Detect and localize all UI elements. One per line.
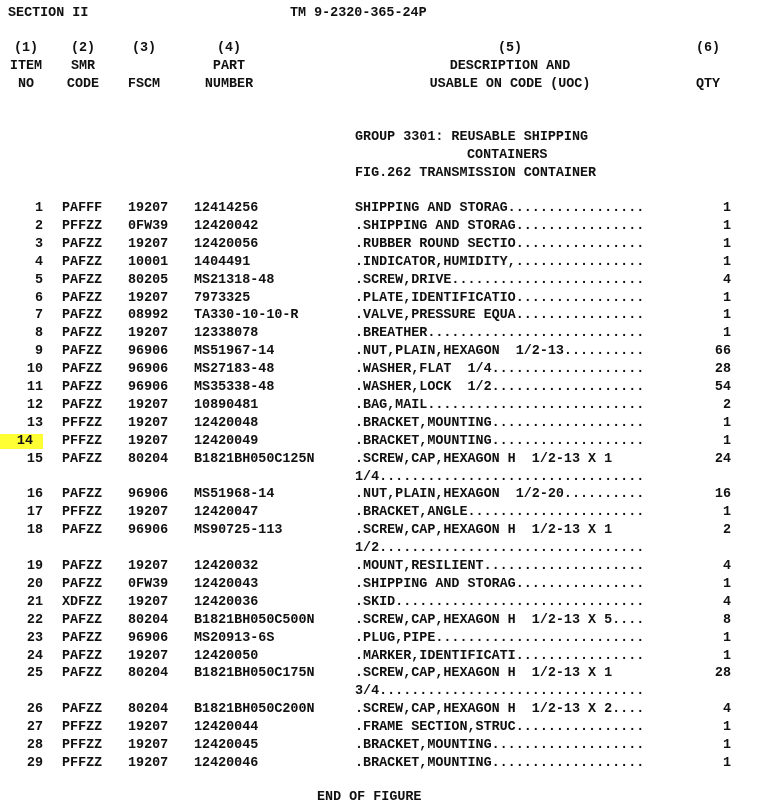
part-number: 12420049 <box>194 433 259 449</box>
table-row <box>0 201 778 219</box>
fscm-code: 19207 <box>128 648 169 664</box>
col5-num: (5) <box>497 41 523 56</box>
description: SHIPPING AND STORAG................. <box>355 201 645 216</box>
smr-code: PAFZZ <box>62 666 103 682</box>
item-number: 29 <box>26 755 43 771</box>
smr-code: PAFZZ <box>62 451 103 467</box>
smr-code: PFFZZ <box>62 433 103 449</box>
quantity: 1 <box>722 415 731 431</box>
part-number: MS90725-113 <box>194 523 283 539</box>
fscm-code: 19207 <box>128 415 169 431</box>
item-number: 25 <box>26 666 43 682</box>
description: .SHIPPING AND STORAG................ <box>355 218 645 234</box>
part-number: TA330-10-10-R <box>194 308 299 324</box>
smr-code: PFFZZ <box>62 218 103 234</box>
table-row <box>0 362 778 380</box>
col4-line2: NUMBER <box>204 77 254 92</box>
col5-line2: USABLE ON CODE (UOC) <box>429 77 591 92</box>
item-number: 5 <box>34 272 43 288</box>
fscm-code: 19207 <box>128 290 169 306</box>
col2-num: (2) <box>70 41 96 56</box>
col6-line2: QTY <box>695 77 721 92</box>
fscm-code: 80204 <box>128 612 169 628</box>
table-row <box>0 577 778 595</box>
fscm-code: 96906 <box>128 630 169 646</box>
part-number: 12420045 <box>194 738 259 753</box>
smr-code: PAFZZ <box>62 487 103 503</box>
part-number: 12420056 <box>194 236 259 252</box>
smr-code: PAFZZ <box>62 612 103 628</box>
fscm-code: 19207 <box>128 594 169 610</box>
smr-code: PAFZZ <box>62 362 103 378</box>
table-row <box>0 344 778 362</box>
part-number: 12420048 <box>194 415 259 431</box>
table-row <box>0 308 778 326</box>
item-number: 28 <box>26 738 43 753</box>
item-number: 23 <box>26 630 43 646</box>
smr-code: XDFZZ <box>62 594 103 610</box>
smr-code: PAFZZ <box>62 702 103 718</box>
item-number: 21 <box>26 594 43 610</box>
fscm-code: 19207 <box>128 720 169 736</box>
quantity: 1 <box>722 755 731 771</box>
smr-code: PAFZZ <box>62 308 103 324</box>
item-number: 22 <box>26 612 43 628</box>
smr-code: PAFZZ <box>62 523 103 539</box>
description: .SCREW,CAP,HEXAGON H 1/2-13 X 1 <box>355 523 613 539</box>
quantity: 28 <box>714 666 731 682</box>
smr-code: PAFZZ <box>62 380 103 395</box>
part-number: 7973325 <box>194 290 251 306</box>
item-number: 7 <box>34 308 43 324</box>
table-row <box>0 255 778 273</box>
table-row <box>0 666 778 700</box>
col4-line1: PART <box>212 59 246 74</box>
table-row <box>0 326 778 344</box>
description: .MOUNT,RESILIENT.................... <box>355 559 645 574</box>
item-number: 12 <box>26 397 43 413</box>
table-row <box>0 380 778 398</box>
description: .BRACKET,MOUNTING................... <box>355 738 645 753</box>
quantity: 4 <box>722 559 731 574</box>
item-number <box>0 434 43 450</box>
smr-code: PAFZZ <box>62 630 103 646</box>
item-number: 27 <box>26 720 43 736</box>
item-number: 6 <box>34 290 43 306</box>
quantity: 1 <box>722 720 731 736</box>
item-number: 20 <box>26 576 43 592</box>
smr-code: PAFZZ <box>62 254 103 270</box>
description: .BRACKET,MOUNTING................... <box>355 755 645 771</box>
description-continued: 3/4................................. <box>355 684 645 700</box>
smr-code: PFFZZ <box>62 755 103 771</box>
item-number: 1 <box>34 201 43 216</box>
fscm-code: 80204 <box>128 451 169 467</box>
part-number: MS27183-48 <box>194 362 275 378</box>
quantity: 2 <box>722 523 731 539</box>
quantity: 1 <box>722 505 731 521</box>
table-row <box>0 505 778 523</box>
section-label: SECTION II <box>8 6 89 21</box>
quantity: 54 <box>714 380 731 395</box>
part-number: B1821BH050C125N <box>194 451 315 467</box>
fscm-code: 19207 <box>128 201 169 216</box>
fscm-code: 80204 <box>128 666 169 682</box>
description: .BRACKET,MOUNTING................... <box>355 433 645 449</box>
table-row <box>0 416 778 434</box>
description: .SKID............................... <box>355 594 645 610</box>
fscm-code: 19207 <box>128 397 169 413</box>
part-number: MS51968-14 <box>194 487 275 503</box>
item-number: 16 <box>26 487 43 503</box>
quantity: 66 <box>714 344 731 360</box>
table-row <box>0 738 778 756</box>
highlight-marker: 14 <box>0 434 43 449</box>
quantity: 4 <box>722 594 731 610</box>
col3-line2: FSCM <box>127 77 161 92</box>
smr-code: PAFZZ <box>62 648 103 664</box>
quantity: 8 <box>722 612 731 628</box>
description: .BRACKET,ANGLE...................... <box>355 505 645 521</box>
table-row <box>0 487 778 505</box>
fscm-code: 0FW39 <box>128 576 169 592</box>
fscm-code: 19207 <box>128 505 169 521</box>
part-number: 12420032 <box>194 559 259 574</box>
part-number: 10890481 <box>194 397 259 413</box>
item-number: 11 <box>26 380 43 395</box>
description: .FRAME SECTION,STRUC................ <box>355 720 645 736</box>
table-row <box>0 451 778 485</box>
quantity: 1 <box>722 576 731 592</box>
table-row <box>0 398 778 416</box>
description: .SCREW,CAP,HEXAGON H 1/2-13 X 1 <box>355 451 613 467</box>
quantity: 1 <box>722 308 731 324</box>
smr-code: PAFZZ <box>62 272 103 288</box>
col6-num: (6) <box>695 41 721 56</box>
table-row <box>0 273 778 291</box>
quantity: 1 <box>722 648 731 664</box>
description: .RUBBER ROUND SECTIO................ <box>355 236 645 252</box>
description: .WASHER,LOCK 1/2................... <box>355 380 645 395</box>
part-number: B1821BH050C200N <box>194 702 315 718</box>
part-number: 12338078 <box>194 326 259 342</box>
description: .SCREW,CAP,HEXAGON H 1/2-13 X 5.... <box>355 612 645 628</box>
col5-line1: DESCRIPTION AND <box>449 59 571 74</box>
description: .BREATHER........................... <box>355 326 645 342</box>
col1-line2: NO <box>17 77 35 92</box>
table-row <box>0 237 778 255</box>
part-number: 12420047 <box>194 505 259 521</box>
smr-code: PFFZZ <box>62 738 103 753</box>
group-title-cont: CONTAINERS <box>467 148 548 163</box>
part-number: 12420042 <box>194 218 259 234</box>
quantity: 1 <box>722 254 731 270</box>
quantity: 2 <box>722 397 731 413</box>
item-number: 2 <box>34 218 43 234</box>
table-row <box>0 720 778 738</box>
description: .SCREW,DRIVE........................ <box>355 272 645 288</box>
part-number: 12420044 <box>194 720 259 736</box>
fscm-code: 19207 <box>128 326 169 342</box>
smr-code: PFFZZ <box>62 720 103 736</box>
smr-code: PAFZZ <box>62 344 103 360</box>
part-number: MS51967-14 <box>194 344 275 360</box>
item-number: 26 <box>26 702 43 718</box>
fscm-code: 19207 <box>128 236 169 252</box>
part-number: 1404491 <box>194 254 251 270</box>
end-of-figure: END OF FIGURE <box>317 790 422 805</box>
quantity: 28 <box>714 362 731 378</box>
description: .NUT,PLAIN,HEXAGON 1/2-20.......... <box>355 487 645 503</box>
item-number: 3 <box>34 236 43 252</box>
smr-code: PAFZZ <box>62 576 103 592</box>
col1-num: (1) <box>13 41 39 56</box>
fscm-code: 19207 <box>128 755 169 771</box>
quantity: 1 <box>722 738 731 753</box>
fscm-code: 19207 <box>128 738 169 753</box>
part-number: MS21318-48 <box>194 272 275 288</box>
quantity: 1 <box>722 201 731 216</box>
part-number: MS20913-6S <box>194 630 275 646</box>
quantity: 1 <box>722 326 731 342</box>
fscm-code: 19207 <box>128 559 169 574</box>
description: .INDICATOR,HUMIDITY,................ <box>355 254 645 270</box>
smr-code: PAFZZ <box>62 326 103 342</box>
part-number: 12420046 <box>194 755 259 771</box>
table-row <box>0 756 778 774</box>
fscm-code: 96906 <box>128 362 169 378</box>
quantity: 4 <box>722 702 731 718</box>
item-number: 18 <box>26 523 43 539</box>
fscm-code: 96906 <box>128 380 169 395</box>
fscm-code: 19207 <box>128 433 169 449</box>
quantity: 1 <box>722 236 731 252</box>
fscm-code: 96906 <box>128 487 169 503</box>
description-continued: 1/4................................. <box>355 469 645 485</box>
smr-code: PAFZZ <box>62 559 103 574</box>
part-number: B1821BH050C175N <box>194 666 315 682</box>
description: .SCREW,CAP,HEXAGON H 1/2-13 X 2.... <box>355 702 645 718</box>
description: .BRACKET,MOUNTING................... <box>355 415 645 431</box>
item-number: 13 <box>26 415 43 431</box>
figure-title: FIG.262 TRANSMISSION CONTAINER <box>355 166 597 181</box>
col4-num: (4) <box>216 41 242 56</box>
quantity: 1 <box>722 433 731 449</box>
smr-code: PAFFF <box>62 201 103 216</box>
fscm-code: 96906 <box>128 523 169 539</box>
item-number: 9 <box>34 344 43 360</box>
description: .PLATE,IDENTIFICATIO................ <box>355 290 645 306</box>
fscm-code: 10001 <box>128 254 169 270</box>
quantity: 4 <box>722 272 731 288</box>
item-number: 15 <box>26 451 43 467</box>
table-row <box>0 613 778 631</box>
table-row <box>0 291 778 309</box>
smr-code: PFFZZ <box>62 505 103 521</box>
quantity: 24 <box>714 451 731 467</box>
table-row <box>0 702 778 720</box>
smr-code: PAFZZ <box>62 236 103 252</box>
item-number: 19 <box>26 559 43 574</box>
description: .MARKER,IDENTIFICATI................ <box>355 648 645 664</box>
fscm-code: 0FW39 <box>128 218 169 234</box>
col2-line2: CODE <box>66 77 100 92</box>
fscm-code: 08992 <box>128 308 169 324</box>
part-number: 12414256 <box>194 201 259 216</box>
col1-line1: ITEM <box>9 59 43 74</box>
smr-code: PAFZZ <box>62 397 103 413</box>
quantity: 1 <box>722 290 731 306</box>
smr-code: PAFZZ <box>62 290 103 306</box>
col2-line1: SMR <box>70 59 96 74</box>
item-number: 4 <box>34 254 43 270</box>
quantity: 1 <box>722 218 731 234</box>
fscm-code: 96906 <box>128 344 169 360</box>
table-row <box>0 434 778 452</box>
description: .NUT,PLAIN,HEXAGON 1/2-13.......... <box>355 344 645 360</box>
smr-code: PFFZZ <box>62 415 103 431</box>
item-number: 24 <box>26 648 43 664</box>
manual-number: TM 9-2320-365-24P <box>290 6 427 21</box>
description: .VALVE,PRESSURE EQUA................ <box>355 308 645 324</box>
quantity: 1 <box>722 630 731 646</box>
part-number: 12420043 <box>194 576 259 592</box>
description: .SCREW,CAP,HEXAGON H 1/2-13 X 1 <box>355 666 613 682</box>
fscm-code: 80204 <box>128 702 169 718</box>
table-row <box>0 219 778 237</box>
table-row <box>0 523 778 557</box>
part-number: 12420036 <box>194 594 259 610</box>
table-row <box>0 631 778 649</box>
description: .BAG,MAIL........................... <box>355 397 645 413</box>
quantity: 16 <box>714 487 731 503</box>
description-continued: 1/2................................. <box>355 541 645 557</box>
fscm-code: 80205 <box>128 272 169 288</box>
item-number: 17 <box>26 505 43 521</box>
part-number: MS35338-48 <box>194 380 275 395</box>
description: .SHIPPING AND STORAG................ <box>355 576 645 592</box>
table-row <box>0 595 778 613</box>
part-number: B1821BH050C500N <box>194 612 315 628</box>
item-number: 10 <box>26 362 43 378</box>
table-row <box>0 649 778 667</box>
description: .WASHER,FLAT 1/4................... <box>355 362 645 378</box>
part-number: 12420050 <box>194 648 259 664</box>
group-title: GROUP 3301: REUSABLE SHIPPING <box>355 130 589 145</box>
item-number: 8 <box>34 326 43 342</box>
description: .PLUG,PIPE.......................... <box>355 630 645 646</box>
table-row <box>0 559 778 577</box>
col3-num: (3) <box>131 41 157 56</box>
